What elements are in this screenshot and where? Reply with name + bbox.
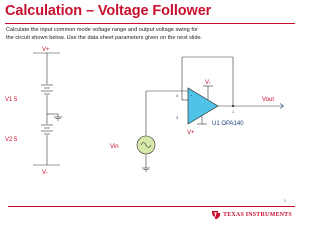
v1-label: V1 5: [5, 97, 18, 103]
ti-logo-icon: [211, 210, 221, 220]
pin-3-label: 3: [176, 115, 179, 120]
page-number: 5: [284, 199, 286, 203]
slide-instructions: Calculate the input common mode voltage range and output voltage swing for the circuit shown below. Use the data sheet parameters given on the next slide.: [6, 27, 203, 41]
output-wire: [218, 104, 284, 109]
v-plus-top-label: V+: [42, 47, 50, 53]
texas-instruments-logo: [211, 210, 292, 220]
ground-icon: [54, 114, 62, 120]
supply-stack: [33, 53, 60, 165]
v-minus-bottom-label: V-: [42, 170, 48, 176]
opamp-label: U1 OPA140: [212, 121, 244, 127]
v-plus-rail-label: V+: [187, 130, 195, 136]
pin-minus-label: -: [190, 113, 192, 118]
pin-4-label: 4: [176, 93, 179, 98]
opamp-symbol: [188, 88, 218, 124]
slide-title: Calculation – Voltage Follower: [5, 3, 212, 19]
ground-icon: [142, 164, 150, 171]
vin-source: [137, 91, 188, 164]
v-minus-rail-label: V-: [205, 80, 211, 86]
vin-label: Vin: [110, 144, 119, 150]
v2-label: V2 5: [5, 137, 18, 143]
pin-plus-label: +: [190, 93, 193, 98]
vout-label: Vout: [262, 97, 275, 103]
footer-divider: [8, 206, 295, 207]
output-node-dot: [232, 105, 234, 107]
pin-1-label: 1: [232, 109, 235, 114]
logo-text: TEXAS INSTRUMENTS: [223, 212, 292, 218]
